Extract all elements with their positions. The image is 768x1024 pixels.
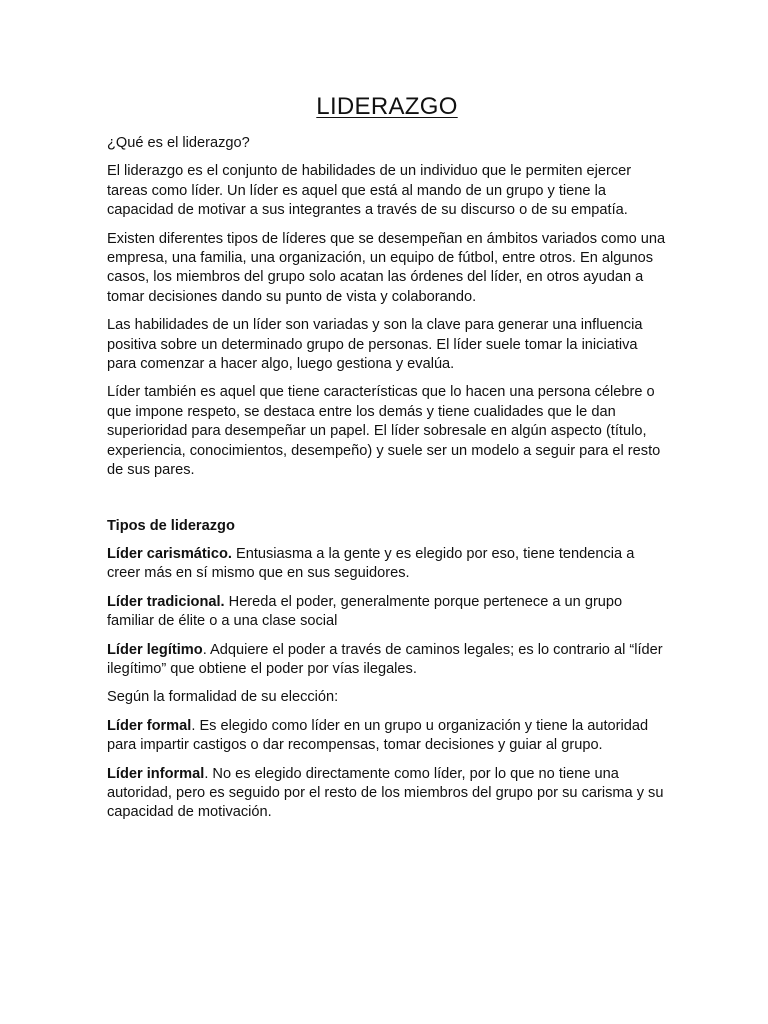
leader-type-legitimate (107, 641, 667, 680)
paragraph-leader-qualities: Líder también es aquel que tiene características que lo hacen una persona célebre o que impone respeto, se destaca entre los demás y tiene cualidades que le dan superioridad para desempeñar un papel. El líder sobresale en algún aspecto (título, experiencia, conocimientos, desempeño) y suele ser un modelo a seguir para el resto de sus pares. (107, 384, 661, 479)
paragraph-types-of-leaders: Existen diferentes tipos de líderes que se desempeñan en ámbitos variados como una empresa, una familia, una organización, un equipo de fútbol, entre otros. En algunos casos, los miembros del grupo solo acatan las órdenes del líder, en otros ayudan a tomar decisiones dando su punto de vista y colaborando. (107, 230, 666, 305)
leader-type-informal (107, 765, 667, 823)
leader-type-description: . Es elegido como líder en un grupo u organización y tiene la autoridad para impartir castigos o dar recompensas, tomar decisiones y guiar al grupo. (107, 717, 649, 754)
formality-intro: Según la formalidad de su elección: (107, 689, 339, 706)
leader-type-description: . Adquiere el poder a través de caminos legales; es lo contrario al “líder ilegítimo” que obtiene el poder por vías ilegales. (107, 641, 663, 677)
section-heading: Tipos de liderazgo (107, 517, 235, 534)
leader-type-charismatic (107, 545, 667, 584)
leader-type-formal (107, 717, 667, 756)
document-page (107, 92, 667, 832)
intro-question: ¿Qué es el liderazgo? (107, 135, 250, 151)
section-spacer (107, 490, 667, 517)
leader-type-term: Líder tradicional. (107, 593, 225, 610)
leader-type-traditional (107, 593, 667, 632)
paragraph-leader-skills: Las habilidades de un líder son variadas y son la clave para generar una influencia positiva sobre un determinado grupo de personas. El líder suele tomar la iniciativa para comenzar a hacer algo, luego gestiona y evalúa. (107, 317, 643, 373)
leader-type-description: Entusiasma a la gente y es elegido por eso, tiene tendencia a creer más en sí mismo que en sus seguidores. (107, 545, 635, 582)
leader-type-description: . No es elegido directamente como líder, por lo que no tiene una autoridad, pero es seguido por el resto de los miembros del grupo por su carisma y su capacidad de motivación. (107, 765, 664, 821)
leader-type-description: Hereda el poder, generalmente porque pertenece a un grupo familiar de élite o a una clase social (107, 593, 623, 630)
leader-type-term: Líder legítimo (107, 641, 203, 658)
leader-type-term: Líder informal (107, 765, 205, 782)
leader-type-term: Líder carismático. (107, 545, 232, 562)
paragraph-definition: El liderazgo es el conjunto de habilidades de un individuo que le permiten ejercer tareas como líder. Un líder es aquel que está al mando de un grupo y tiene la capacidad de motivar a sus integrantes a través de su discurso o de su empatía. (107, 163, 632, 219)
document-title: LIDERAZGO (316, 93, 458, 120)
leader-type-term: Líder formal (107, 717, 192, 734)
